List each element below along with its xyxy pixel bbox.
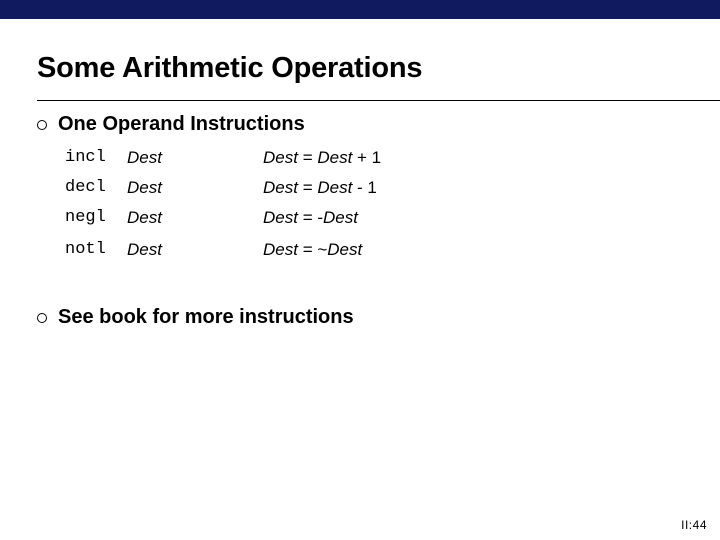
instruction-mnemonic: notl — [65, 240, 106, 259]
instruction-mnemonic: decl — [65, 178, 106, 197]
slide-title: Some Arithmetic Operations — [37, 52, 423, 84]
instruction-operand: Dest — [127, 148, 162, 167]
instruction-operand: Dest — [127, 240, 162, 259]
instruction-effect: Dest = -Dest — [263, 208, 358, 227]
page-number: II:44 — [681, 518, 707, 532]
instruction-mnemonic: negl — [65, 208, 106, 227]
bullet-text: See book for more instructions — [58, 306, 354, 328]
bullet-see-book — [37, 306, 354, 329]
instruction-effect: Dest = ~Dest — [263, 240, 363, 259]
title-divider — [37, 100, 720, 101]
instruction-operand: Dest — [127, 208, 162, 227]
circle-bullet-icon — [37, 120, 47, 130]
bullet-one-operand — [37, 113, 305, 136]
circle-bullet-icon — [37, 313, 47, 323]
bullet-text: One Operand Instructions — [58, 113, 305, 135]
instruction-effect: Dest = Dest - 1 — [263, 178, 377, 197]
instruction-effect: Dest = Dest + 1 — [263, 148, 382, 167]
instruction-mnemonic: incl — [65, 148, 106, 167]
instruction-operand: Dest — [127, 178, 162, 197]
top-banner — [0, 0, 720, 19]
